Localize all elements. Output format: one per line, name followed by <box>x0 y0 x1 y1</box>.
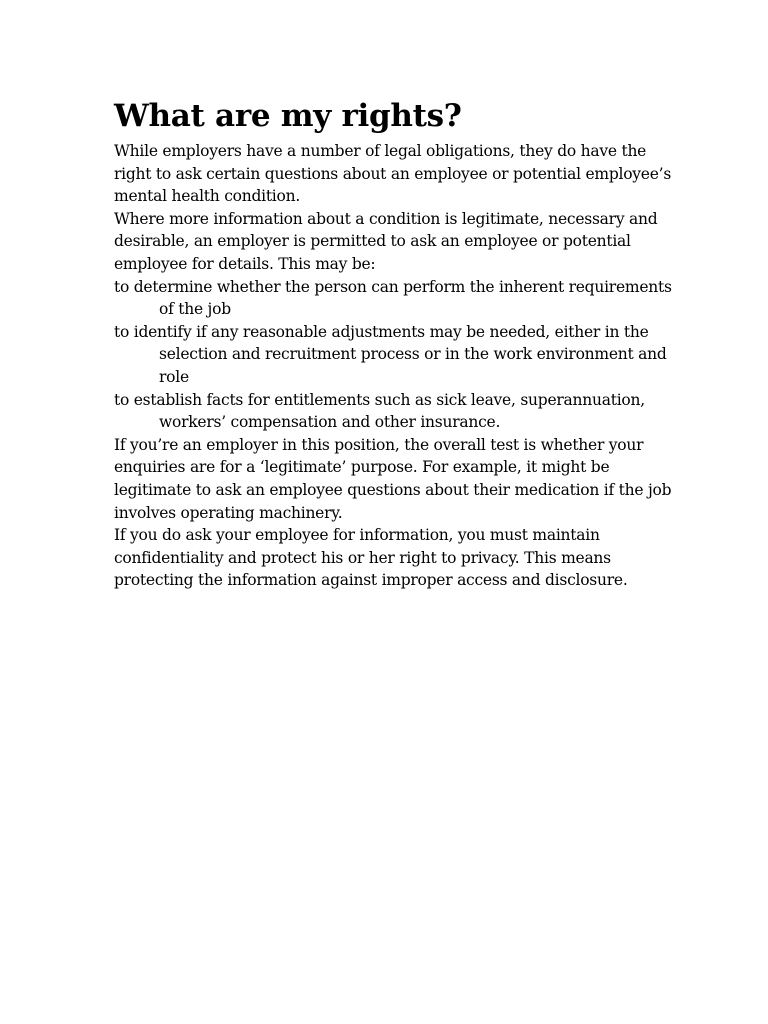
paragraph-legitimate-purpose: If you’re an employer in this position, the overall test is whether your enquiries are for a ‘legitimate’ purpose. For example, it might be legitimate to ask an employee questions about their medication if the job involves operating machinery. <box>114 435 672 522</box>
list-item-inherent-requirements: to determine whether the person can perform the inherent requirements of the job <box>114 277 672 319</box>
paragraph-confidentiality: If you do ask your employee for information, you must maintain confidentiality and protect his or her right to privacy. This means protecting the information against improper access and disclosure. <box>114 526 628 590</box>
paragraph-more-information: Where more information about a condition is legitimate, necessary and desirable, an employer is permitted to ask an employee or potential employee for details. This may be: <box>114 209 658 273</box>
list-item-entitlements: to establish facts for entitlements such as sick leave, superannuation, workers’ compensation and other insurance. <box>114 390 645 432</box>
paragraph-obligations: While employers have a number of legal obligations, they do have the right to ask certain questions about an employee or potential employee’s mental health condition. <box>114 142 672 206</box>
list-item-reasonable-adjustments: to identify if any reasonable adjustments may be needed, either in the selection and recruitment process or in the work environment and role <box>114 322 667 386</box>
page-title: What are my rights? <box>114 98 462 134</box>
document-page <box>114 92 674 592</box>
